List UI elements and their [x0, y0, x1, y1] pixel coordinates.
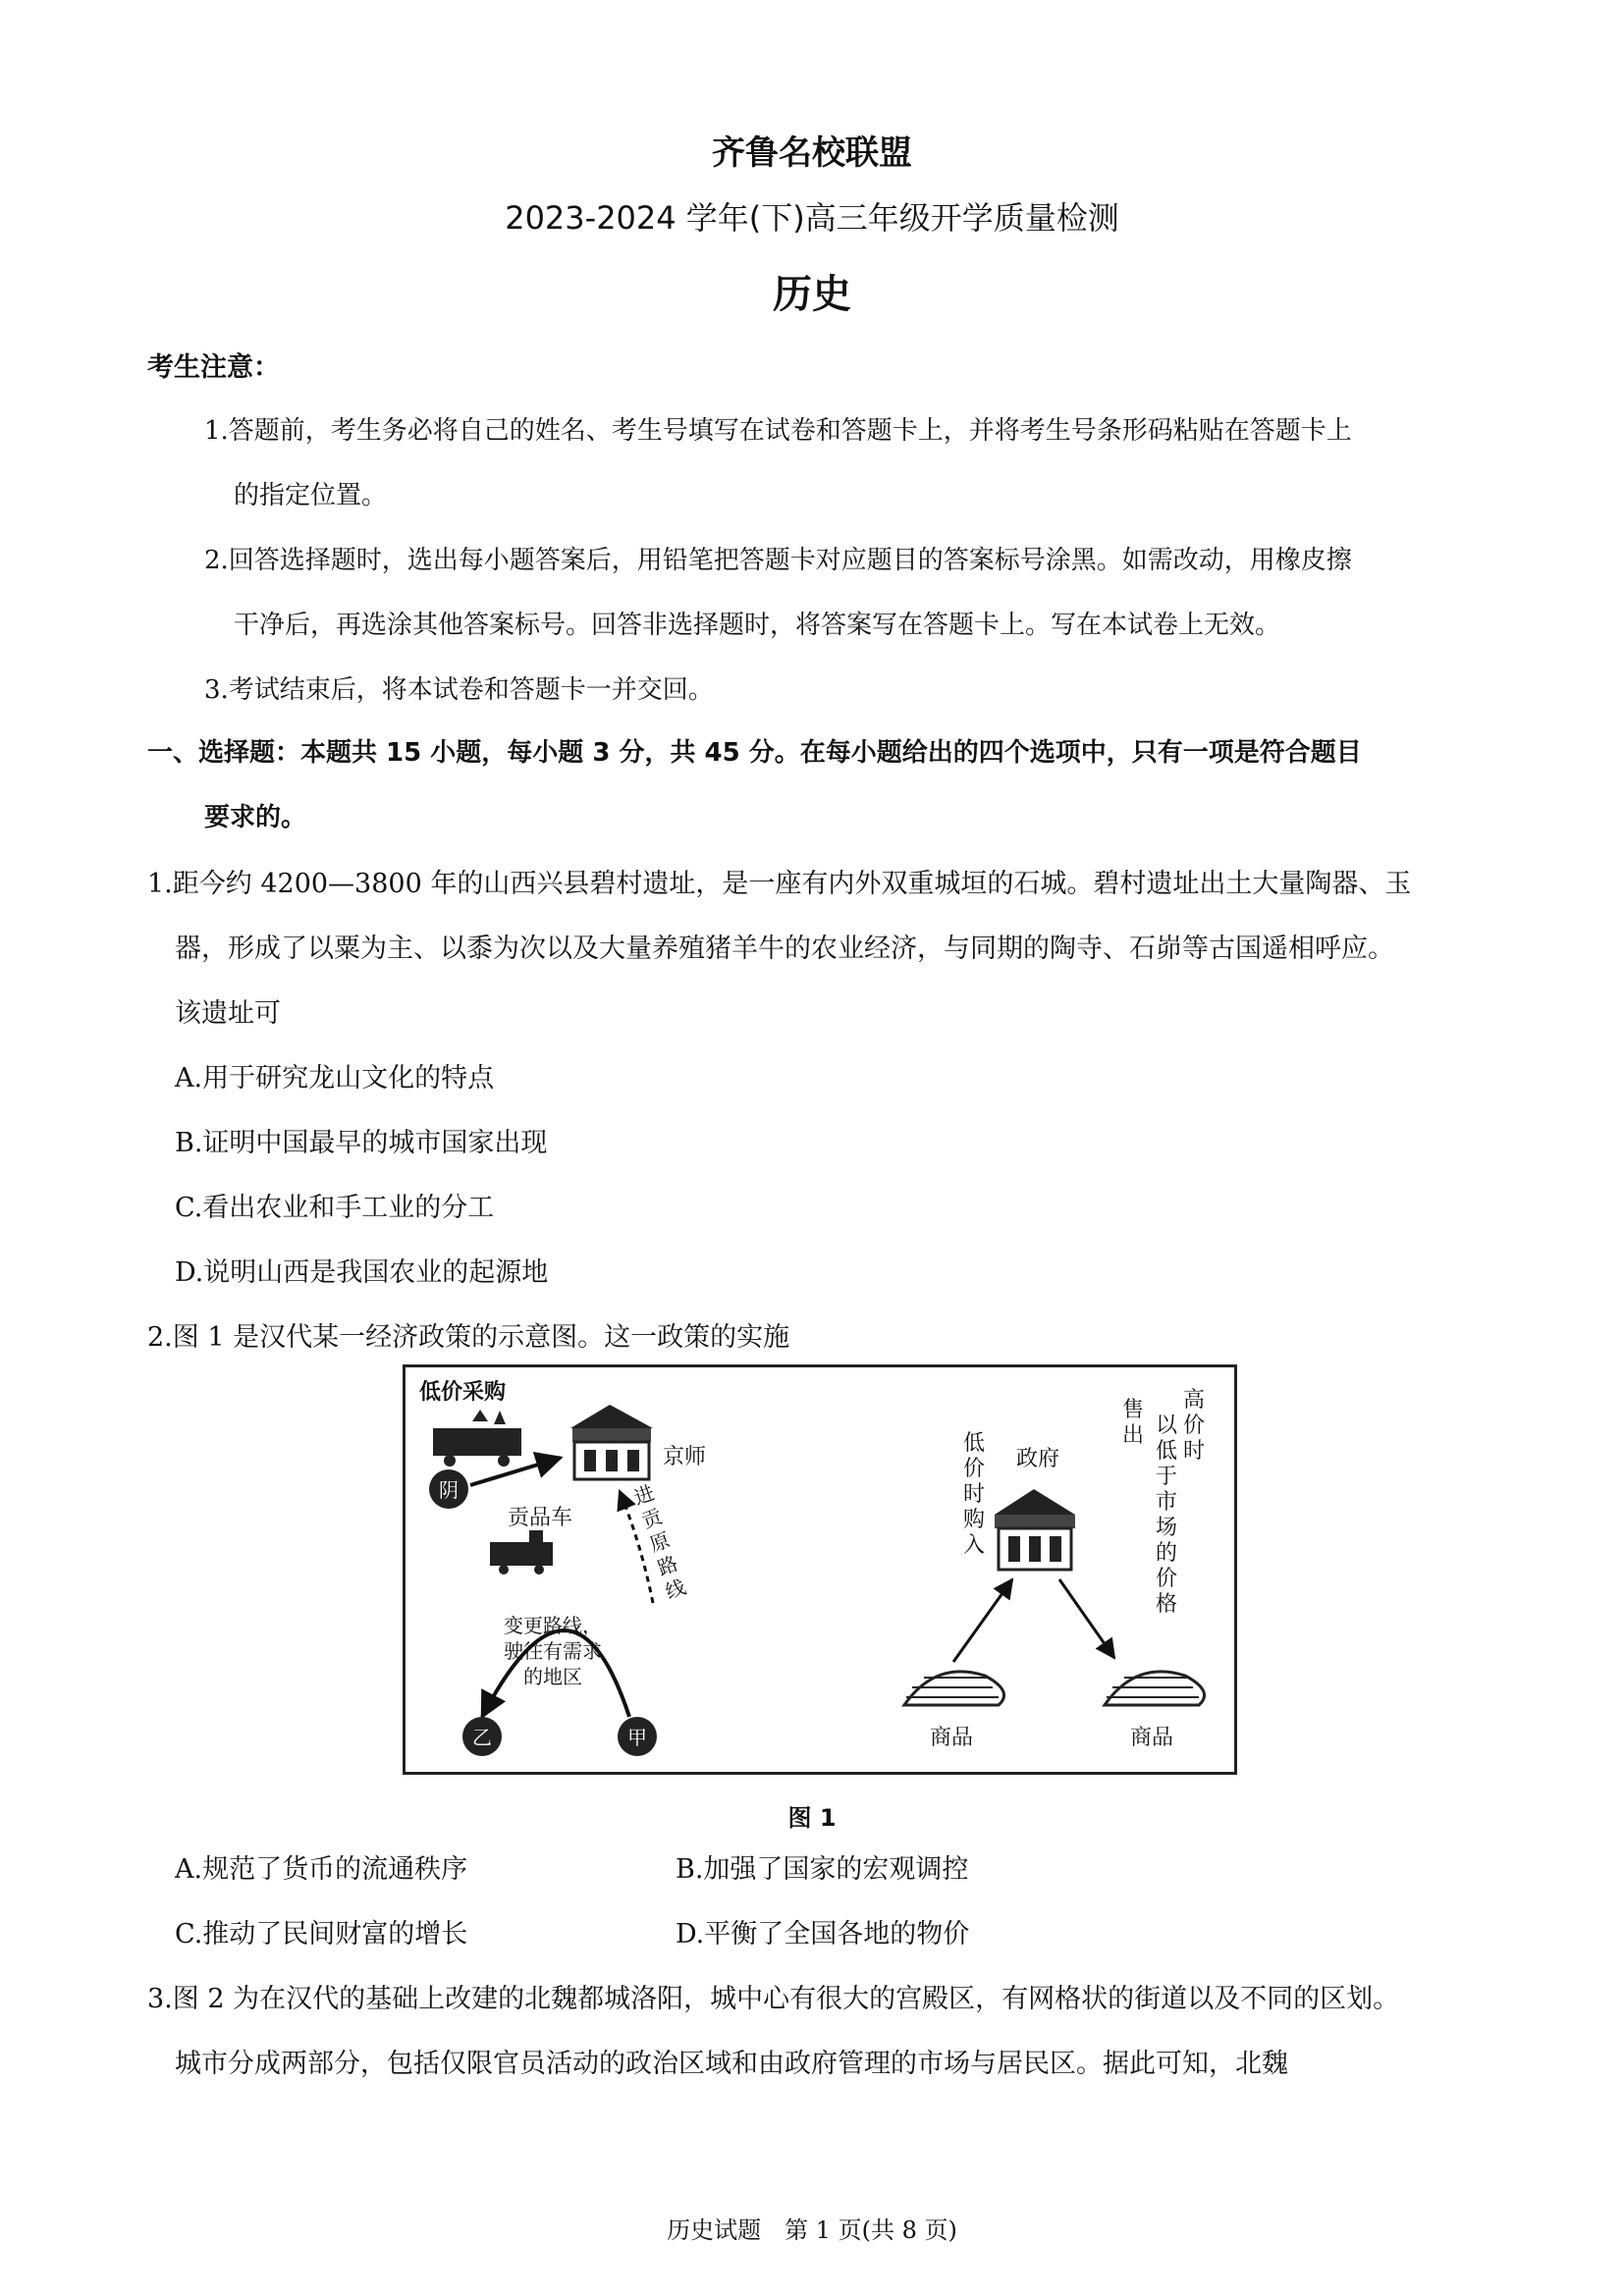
notice-item-2-line-2: 干净后，再选涂其他答案标号。回答非选择题时，将答案写在答题卡上。写在本试卷上无效。	[234, 611, 1281, 640]
svg-text:价: 价	[1156, 1567, 1178, 1591]
svg-text:市: 市	[1156, 1490, 1178, 1515]
q1-option-c: C.看出农业和手工业的分工	[175, 1193, 495, 1223]
fig-label-tribute-cart: 贡品车	[508, 1506, 573, 1530]
svg-text:以: 以	[1156, 1414, 1178, 1438]
q1-stem-line-3: 该遗址可	[175, 998, 281, 1029]
league-title: 齐鲁名校联盟	[712, 133, 912, 173]
source-badge-yin	[429, 1469, 468, 1509]
figure-1-diagram	[403, 1364, 1237, 1775]
fig-label-original-route	[631, 1480, 689, 1603]
svg-text:购: 购	[963, 1508, 986, 1532]
fig-label-sell	[1122, 1398, 1144, 1448]
capital-building-icon	[570, 1405, 653, 1479]
q3-stem-line-1: 3.图 2 为在汉代的基础上改建的北魏都城洛阳，城中心有很大的宫殿区，有网格状的街道以及不同的区划。	[147, 1984, 1400, 2014]
tribute-cart-icon	[490, 1530, 553, 1575]
q1-stem-line-1: 1.距今约 4200—3800 年的山西兴县碧村遗址，是一座有内外双重城垣的石城。碧村遗址出土大量陶器、玉	[147, 869, 1412, 899]
figure-1-caption: 图 1	[787, 1804, 837, 1832]
q1-option-a: A.用于研究龙山文化的特点	[175, 1063, 495, 1094]
place-badge-yi	[462, 1717, 502, 1756]
svg-text:售: 售	[1122, 1398, 1145, 1422]
svg-text:贡: 贡	[638, 1504, 666, 1533]
fig-label-changed-route-3: 的地区	[523, 1665, 582, 1688]
fig-label-capital: 京师	[663, 1445, 707, 1469]
section-1-heading-line-2: 要求的。	[204, 803, 307, 832]
svg-text:价: 价	[963, 1457, 986, 1481]
q2-stem: 2.图 1 是汉代某一经济政策的示意图。这一政策的实施	[147, 1322, 790, 1353]
q1-stem-line-2: 器，形成了以粟为主、以黍为次以及大量养殖猪羊牛的农业经济，与同期的陶寺、石峁等古国遥相呼应。	[175, 934, 1394, 964]
svg-text:价: 价	[1183, 1414, 1206, 1438]
place-badge-jia	[618, 1717, 657, 1756]
svg-text:路: 路	[654, 1551, 681, 1580]
svg-text:入: 入	[963, 1533, 986, 1558]
q1-option-d: D.说明山西是我国农业的起源地	[175, 1257, 549, 1288]
goods-pile-left-icon	[904, 1672, 1004, 1705]
notice-item-1-line-2: 的指定位置。	[234, 481, 388, 510]
svg-text:原: 原	[646, 1527, 674, 1557]
fig-label-goods-right: 商品	[1129, 1726, 1174, 1750]
subject-title: 历史	[773, 272, 851, 317]
svg-text:低: 低	[963, 1431, 986, 1456]
svg-text:乙: 乙	[472, 1726, 492, 1749]
fig-label-government: 政府	[1016, 1447, 1060, 1471]
notice-item-1-line-1: 1.答题前，考生务必将自己的姓名、考生号填写在试卷和答题卡上，并将考生号条形码粘贴在答题卡上	[204, 416, 1352, 446]
svg-text:场: 场	[1156, 1516, 1178, 1540]
fig-label-sell-high	[1156, 1388, 1205, 1617]
svg-text:的: 的	[1156, 1541, 1178, 1566]
goods-pile-right-icon	[1105, 1672, 1205, 1705]
svg-text:甲: 甲	[627, 1726, 647, 1749]
svg-text:时: 时	[1183, 1439, 1206, 1464]
fig-label-buy-low	[963, 1431, 985, 1558]
fig-label-goods-left: 商品	[929, 1726, 974, 1750]
arrow-sell-out	[1059, 1579, 1114, 1658]
arrow-buy-in	[953, 1579, 1012, 1662]
figure-1-svg	[406, 1367, 1234, 1772]
government-building-icon	[995, 1489, 1075, 1570]
q1-option-b: B.证明中国最早的城市国家出现	[175, 1128, 548, 1158]
fig-label-changed-route-2: 驶往有需求	[504, 1639, 602, 1663]
page-footer: 历史试题 第 1 页(共 8 页)	[667, 2216, 957, 2244]
q2-option-d: D.平衡了全国各地的物价	[676, 1919, 970, 1949]
svg-text:阴: 阴	[439, 1478, 459, 1502]
q2-option-b: B.加强了国家的宏观调控	[676, 1854, 969, 1885]
notice-item-3: 3.考试结束后，将本试卷和答题卡一并交回。	[204, 675, 714, 705]
arrow-to-capital	[470, 1458, 561, 1485]
fig-label-changed-route-1: 变更路线，	[504, 1614, 602, 1637]
section-1-heading-line-1: 一、选择题：本题共 15 小题，每小题 3 分，共 45 分。在每小题给出的四个选项中，只有一项是符合题目	[147, 738, 1362, 768]
svg-text:格: 格	[1156, 1592, 1178, 1617]
svg-text:线: 线	[662, 1575, 689, 1604]
cart-icon-top	[433, 1410, 521, 1467]
notice-item-2-line-1: 2.回答选择题时，选出每小题答案后，用铅笔把答题卡对应题目的答案标号涂黑。如需改动，用橡皮擦	[204, 546, 1352, 575]
svg-text:时: 时	[963, 1482, 986, 1507]
q3-stem-line-2: 城市分成两部分，包括仅限官员活动的政治区域和由政府管理的市场与居民区。据此可知，北魏	[175, 2049, 1288, 2079]
fig-label-low-price-purchase: 低价采购	[419, 1380, 507, 1405]
svg-text:于: 于	[1156, 1465, 1178, 1489]
notice-title: 考生注意：	[147, 352, 280, 383]
q2-option-a: A.规范了货币的流通秩序	[175, 1854, 468, 1885]
q2-option-c: C.推动了民间财富的增长	[175, 1919, 468, 1949]
svg-text:低: 低	[1156, 1439, 1178, 1464]
svg-text:进: 进	[630, 1480, 658, 1510]
svg-text:出: 出	[1122, 1423, 1145, 1448]
exam-title: 2023-2024 学年(下)高三年级开学质量检测	[505, 199, 1119, 237]
svg-text:高: 高	[1183, 1388, 1206, 1413]
